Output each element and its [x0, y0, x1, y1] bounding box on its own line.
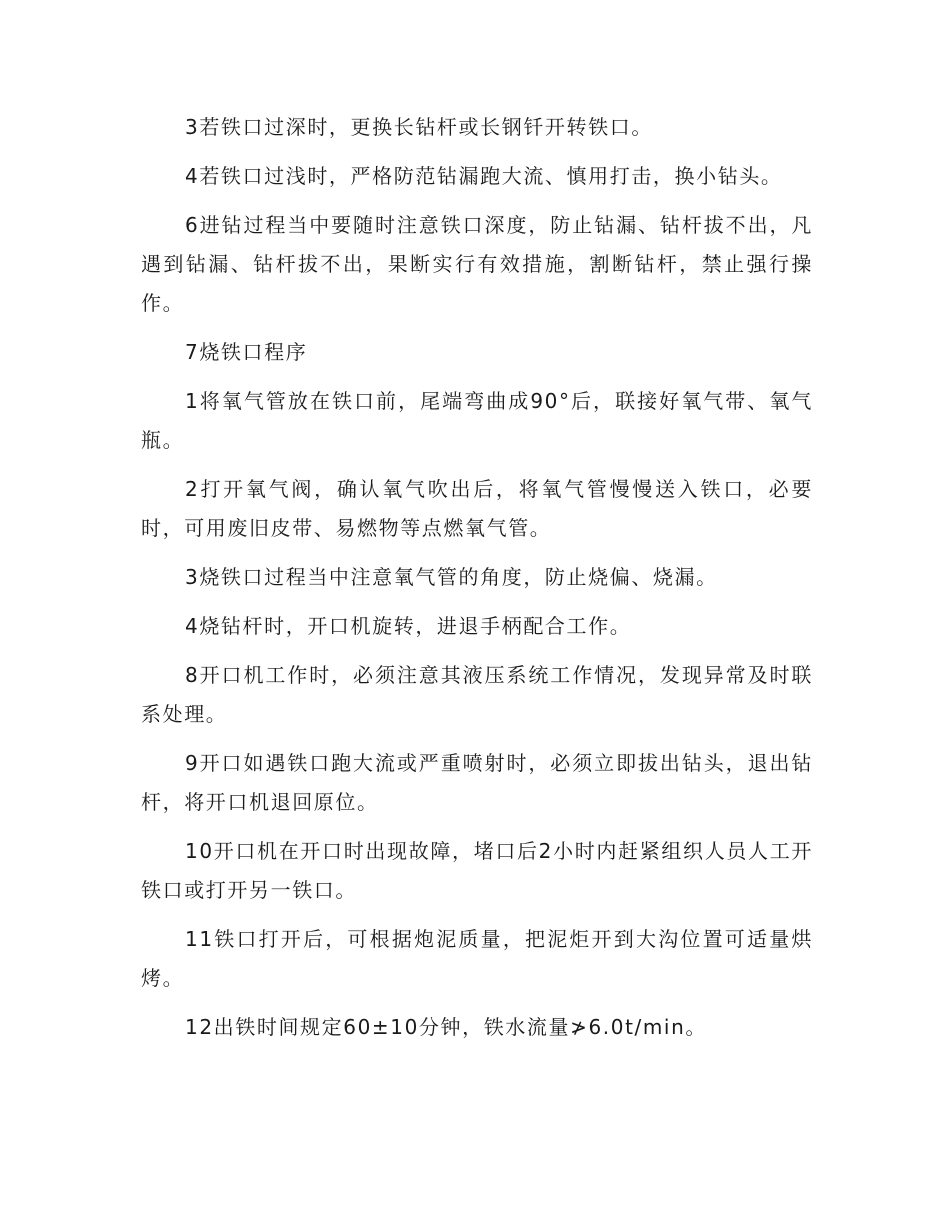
paragraph-12: 11铁口打开后，可根据炮泥质量，把泥炬开到大沟位置可适量烘烤。	[141, 927, 813, 990]
paragraph-1: 3若铁口过深时，更换长钻杆或长钢钎开转铁口。	[185, 115, 653, 139]
document-body	[141, 108, 813, 1057]
paragraph-6: 2打开氧气阀，确认氧气吹出后，将氧气管慢慢送入铁口，必要时，可用废旧皮带、易燃物等点燃氧气管。	[141, 477, 813, 540]
paragraph-2: 4若铁口过浅时，严格防范钻漏跑大流、慎用打击，换小钻头。	[185, 164, 783, 188]
paragraph-10: 9开口如遇铁口跑大流或严重喷射时，必须立即拔出钻头，退出钻杆，将开口机退回原位。	[141, 751, 813, 814]
paragraph-3: 6进钻过程当中要随时注意铁口深度，防止钻漏、钻杆拔不出，凡遇到钻漏、钻杆拔不出，果断实行有效措施，割断钻杆，禁止强行操作。	[141, 213, 813, 315]
paragraph-8: 4烧钻杆时，开口机旋转，进退手柄配合工作。	[185, 614, 632, 638]
paragraph-11: 10开口机在开口时出现故障，堵口后2小时内赶紧组织人员人工开铁口或打开另一铁口。	[141, 839, 813, 902]
section-heading: 7烧铁口程序	[185, 340, 308, 364]
paragraph-7: 3烧铁口过程当中注意氧气管的角度，防止烧偏、烧漏。	[185, 565, 718, 589]
paragraph-9: 8开口机工作时，必须注意其液压系统工作情况，发现异常及时联系处理。	[141, 663, 813, 726]
paragraph-5: 1将氧气管放在铁口前，尾端弯曲成90°后，联接好氧气带、氧气瓶。	[141, 389, 813, 452]
paragraph-13: 12出铁时间规定60±10分钟，铁水流量≯6.0t/min。	[185, 1015, 707, 1039]
